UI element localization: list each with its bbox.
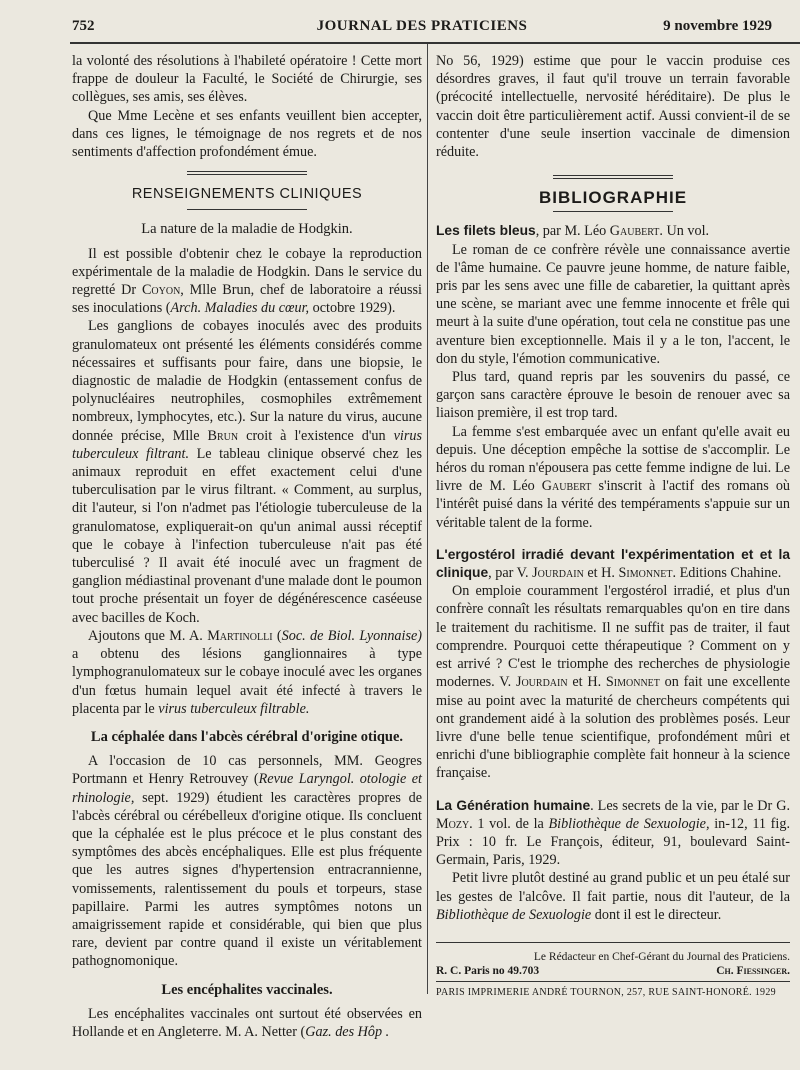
review-paragraph: Plus tard, quand repris par les souvenirs du passé, ce garçon sans caractère éprouve le besoin de renouer avec sa liaison première, il est trop tard. <box>436 369 790 422</box>
review-generation-humaine <box>436 797 790 924</box>
double-rule <box>187 171 307 175</box>
registry-line: R. C. Paris no 49.703 Ch. Fiessinger. <box>436 965 790 977</box>
bibliography-title: BIBLIOGRAPHIE <box>538 188 688 208</box>
bibliography-rule <box>553 211 673 212</box>
page-number: 752 <box>72 18 95 34</box>
review-filets-bleus <box>436 222 790 531</box>
left-column <box>72 52 422 1041</box>
double-rule <box>553 175 673 179</box>
section-rule <box>187 209 307 210</box>
footer-rule <box>436 942 790 943</box>
article-title-hodgkin: La nature de la maladie de Hodgkin. <box>141 221 353 238</box>
obituary-closing-paragraph: Que Mme Lecène et ses enfants veuillent bien accepter, dans ces lignes, le témoignage de nos regrets et de nos sentiments d'affection profondément émue. <box>72 107 422 161</box>
vaccinales-continuation: No 56, 1929) estime que pour le vaccin produise ces désordres graves, il faut qu'il trouve un terrain favorable (précocité intellectuelle, nervosité héréditaire). De plus le vaccin doit être particulièrement actif. Aussi convient-il de se contenter d'une seule insertion vaccinale de dimension réduite. <box>436 53 790 161</box>
column-divider <box>427 44 428 994</box>
issue-date: 9 novembre 1929 <box>663 18 772 34</box>
review-paragraph: La femme s'est embarquée avec un enfant qu'elle avait eu depuis. Une déception empêche la sottise de s'accomplir. Le héros du roman n'épousera pas cette femme indigne de lui. Le livre de M. Léo Gaubert s'inscrit à l'actif des romans où l'intérêt puisé dans la vérité des tempéraments s'appuie sur un véritable talent de la forme. <box>436 423 791 531</box>
footer-rule-2 <box>436 981 790 982</box>
review-heading: L'ergostérol irradié devant l'expérimentation et et la clinique, par V. Jourdain et H. Simonnet. Editions Chahine. <box>436 546 790 582</box>
obituary-end-paragraph: la volonté des résolutions à l'habileté opératoire ! Cette mort frappe de douleur la Faculté, le Société de Chirurgie, ses collègues, ses amis, ses élèves. <box>72 53 422 106</box>
review-heading: La Génération humaine. Les secrets de la vie, par le Dr G. Mozy. 1 vol. de la Bibliothèque de Sexuologie, in-12, 11 fig. Prix : 10 fr. Le François, éditeur, 91, boulevard Saint-Germain, Paris, 1929. <box>436 797 790 869</box>
header-rule <box>70 42 800 44</box>
page-header <box>72 18 772 40</box>
printer-line: PARIS IMPRIMERIE ANDRÉ TOURNON, 257, RUE SAINT-HONORÉ. 1929 <box>436 987 776 998</box>
right-column <box>436 52 790 924</box>
hodgkin-paragraph-3: Ajoutons que M. A. Martinolli (Soc. de Biol. Lyonnaise) a obtenu des lésions ganglionnaires à type lymphogranulomateux sur le cobaye inoculé avec les organes d'un fœtus humain lequel avait été infecté à travers le placenta par le virus tuberculeux filtrable. <box>72 627 422 717</box>
review-ergosterol <box>436 546 790 783</box>
hodgkin-paragraph-2: Les ganglions de cobayes inoculés avec des produits granulomateux ont présenté les éléments considérés comme nécessaires et suffisants pour faire, dans une biopsie, le diagnostic de maladie de Hodgkin (entassement confus de polynucléaires neutrophiles, cosmophiles extrêmement nombreux, lymphocytes, etc.). Sur la nature du virus, aucune donnée précise, Mlle Brun croit à l'existence d'un virus tuberculeux filtrant. Le tableau clinique observé chez les animaux reproduit en effet exactement celui d'une tuberculisation par le virus filtrant. « Comment, au surplus, dit l'auteur, si l'on n'admet pas l'étiologie tuberculeuse de la granulomatose, expliquerait-on qu'un animal aussi réceptif que le cobaye à l'infection tuberculeuse n'ait pas été tuberculisé ? Il avait été inoculé avec un fragment de ganglion médiastinal provenant d'une malade dont le poumon tout proche présentait un foyer de dégénérescence caséeuse avec bacilles de Koch. <box>72 318 423 626</box>
review-paragraph: Le roman de ce confrère révèle une connaissance avertie de l'âme humaine. Ce pauvre jeune homme, de nature faible, pris par les sens avec une fille de cabaretier, la quittant après une scène, se mariant avec une femme innocente et frêle qui meurt à la suite d'une opération, tout cela ne constitue pas une aventure bien exceptionnelle. Mais il y a le ton, l'accent, le don du style, l'émotion communicative. <box>436 241 790 367</box>
cephalee-paragraph: A l'occasion de 10 cas personnels, MM. Geogres Portmann et Henry Retrouvey (Revue Laryngol. otologie et rhinologie, sept. 1929) étudient les caractères propres de l'abcès cérébral ou cérébelleux d'origine otique. Ils concluent que la céphalée est le plus précoce et le plus constant des symptômes des abcès encéphaliques. Elle est plus fréquente que les autres signes d'hypertension entracrannienne, vomissements, ralentissement du pouls et torpeurs, stase papillaire. Parmi les autres symptômes notons un amaigrissement rapide et considérable, qui bien que plus rare, devient par contre quand il existe un véritablement pathognomonique. <box>72 753 423 970</box>
vaccinales-paragraph: Les encéphalites vaccinales ont surtout été observées en Hollande et en Angleterre. M. A. Netter (Gaz. des Hôp . <box>72 1005 422 1040</box>
article-title-cephalee: La céphalée dans l'abcès cérébral d'origine otique. <box>90 728 404 745</box>
hodgkin-paragraph-1: Il est possible d'obtenir chez le cobaye la reproduction expérimentale de la maladie de Hodgkin. Dans le service du regretté Dr Coyon, Mlle Brun, chef de laboratoire a réussi ses inoculations (Arch. Maladies du cœur, octobre 1929). <box>72 245 422 317</box>
article-title-vaccinales: Les encéphalites vaccinales. <box>161 981 333 998</box>
review-paragraph: Petit livre plutôt destiné au grand public et un peu étalé sur les gestes de l'alcôve. Il fait partie, nous dit l'auteur, de la Bibliothèque de Sexuologie dont il est le directeur. <box>436 870 790 923</box>
review-paragraph: On emploie couramment l'ergostérol irradié, et plus d'un confrère connaît les résultats remarquables qu'on en tire dans le traitement du rachitisme. Il ne suffit pas de traiter, il faut comprendre. Pourquoi cette thérapeutique ? Comment on y est arrivé ? C'est le triomphe des recherches de physiologie modernes. V. Jourdain et H. Simonnet on fait une excellente mise au point avec la maturité de chercheurs compétents qui ont grandement aidé à la solution des problèmes posés. Leur livre d'une belle tenue scientifique, profondément mûri et enrichi d'une bibliographie complète fait honneur à la science française. <box>436 583 790 782</box>
section-title: RENSEIGNEMENTS CLINIQUES <box>131 186 363 203</box>
review-heading: Les filets bleus, par M. Léo Gaubert. Un vol. <box>436 223 710 240</box>
editor-line: Le Rédacteur en Chef-Gérant du Journal des Praticiens. <box>533 951 790 963</box>
journal-title: JOURNAL DES PRATICIENS <box>316 18 528 34</box>
